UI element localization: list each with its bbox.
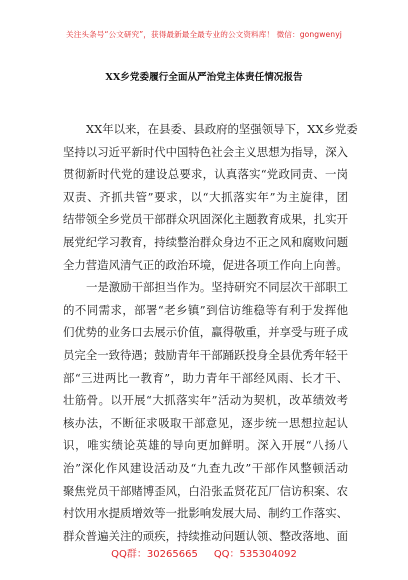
document-body xyxy=(63,118,358,547)
body-line: 贯彻新时代党的建设总要求，认真落实“党政同责、一岗 xyxy=(63,167,348,182)
body-line: 双责、齐抓共管”要求，以“大抓落实年”为主旋律，团 xyxy=(63,189,348,204)
body-line: 壮筋骨。以开展“大抓落实年”活动为契机，改革绩效考 xyxy=(63,393,348,408)
body-line: 治”深化作风建设活动及“九查九改”干部作风整顿活动 xyxy=(63,460,348,475)
footer-contact xyxy=(0,545,408,560)
document-title: XX乡党委履行全面从严治党主体责任情况报告 xyxy=(105,72,303,83)
body-line: 识，唯实绩论英雄的导向更加鲜明。深入开展“八扬八 xyxy=(63,438,348,453)
body-line: 群众普遍关注的顽疾，持续推动问题认领、整改落地、面 xyxy=(63,528,348,543)
body-line: 展党纪学习教育，持续整治群众身边不正之风和腐败问题 xyxy=(63,234,348,249)
body-line: 聚焦党员干部赌博歪风，白沿张孟贤花瓦厂信访积案、农 xyxy=(63,483,348,498)
body-line: 们优势的业务口去展示价值，赢得敬重，并享受与班子成 xyxy=(63,325,348,340)
body-line: 坚持以习近平新时代中国特色社会主义思想为指导，深入 xyxy=(63,144,348,159)
footer-qq: QQ：535304092 xyxy=(213,549,297,560)
body-line: 员完全一致待遇；鼓励青年干部踊跃投身全县优秀年轻干 xyxy=(63,347,348,362)
body-line: 一是激励干部担当作为。坚持研究不同层次干部职工 xyxy=(86,280,348,295)
body-line: 村饮用水提质增效等一批影响发展大局、制约工作落实、 xyxy=(63,506,348,521)
body-line: 的不同需求，部署“老乡镇”到信访维稳等有利于发挥他 xyxy=(63,302,348,317)
body-line: 结带领全乡党员干部群众巩固深化主题教育成果，扎实开 xyxy=(63,212,348,227)
body-line: XX年以来，在县委、县政府的坚强领导下，XX乡党委 xyxy=(86,122,358,136)
footer-qq-group: QQ群：30265665 xyxy=(111,549,198,560)
header-banner: 关注头条号“公文研究”，获得最新最全最专业的公文资料库！ 微信：gongwenyj xyxy=(66,30,342,39)
body-line: 部“三进两比一教育”，助力青年干部经风雨、长才干、 xyxy=(63,370,348,385)
body-line: 全力营造风清气正的政治环境，促进各项工作向上向善。 xyxy=(63,257,348,272)
body-line: 核办法，不断征求吸取干部意见，逐步统一思想拉起认 xyxy=(63,415,348,430)
